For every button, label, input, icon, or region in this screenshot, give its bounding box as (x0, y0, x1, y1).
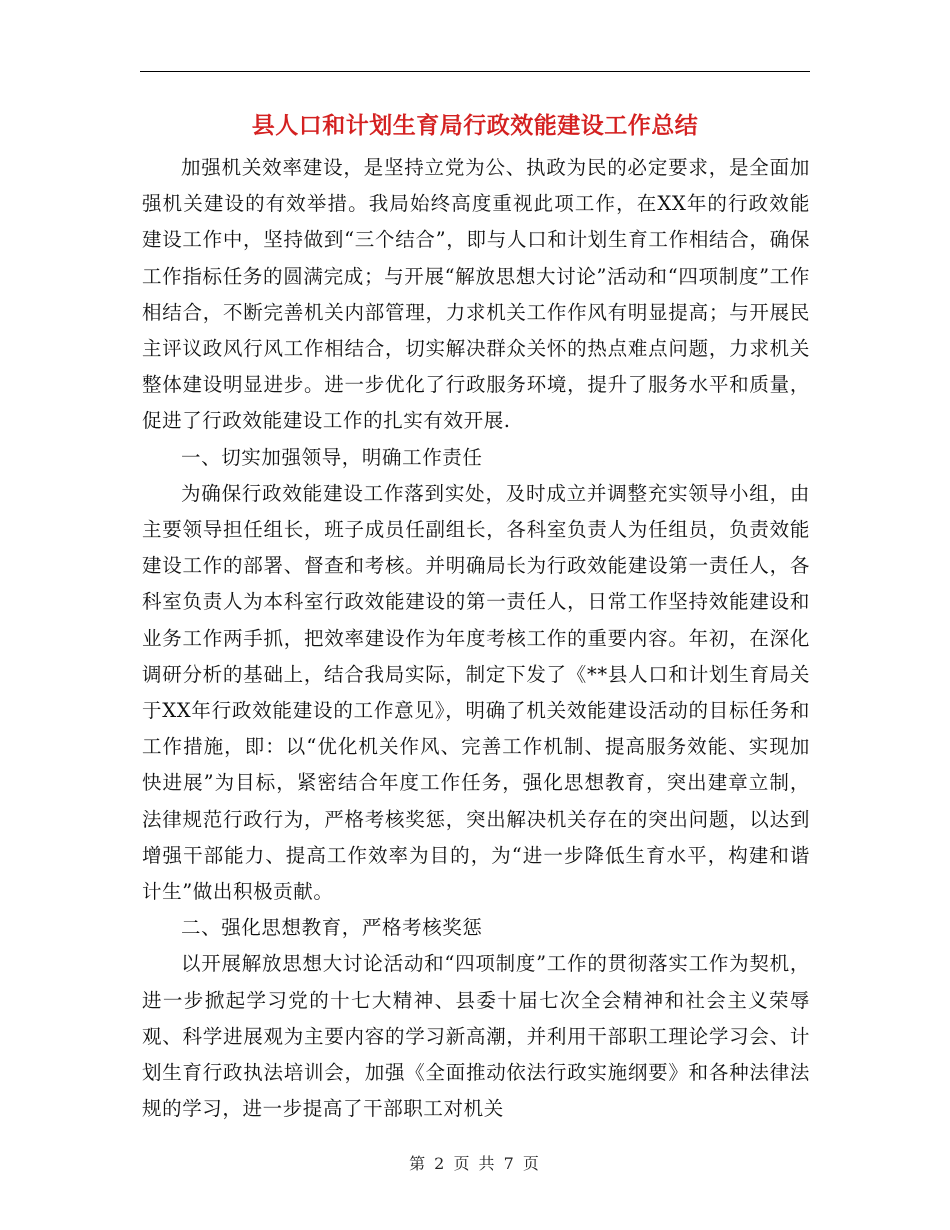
section-heading-1: 一、切实加强领导，明确工作责任 (181, 445, 483, 469)
header-rule (140, 71, 810, 72)
document-title: 县人口和计划生育局行政效能建设工作总结 (251, 113, 699, 139)
paragraph-intro: 加强机关效率建设，是坚持立党为公、执政为民的必定要求，是全面加强机关建设的有效举措。我局始终高度重视此项工作，在XX年的行政效能建设工作中，坚持做到“三个结合”，即与人口和计划生育工作相结合，确保工作指标任务的圆满完成；与开展“解放思想大讨论”活动和“四项制度”工作相结合，不断完善机关内部管理，力求机关工作作风有明显提高；与开展民主评议政风行风工作相结合，切实解决群众关怀的热点难点问题，力求机关整体建设明显进步。进一步优化了行政服务环境，提升了服务水平和质量，促进了行政效能建设工作的扎实有效开展. (142, 156, 810, 433)
document-body (142, 150, 810, 1127)
paragraph-section-2: 以开展解放思想大讨论活动和“四项制度”工作的贯彻落实工作为契机，进一步掀起学习党的十七大精神、县委十届七次全会精神和社会主义荣辱观、科学进展观为主要内容的学习新高潮，并利用干部职工理论学习会、计划生育行政执法培训会，加强《全面推动依法行政实施纲要》和各种法律法规的学习，进一步提高了干部职工对机关 (142, 952, 810, 1121)
paragraph-section-1: 为确保行政效能建设工作落到实处，及时成立并调整充实领导小组，由主要领导担任组长，班子成员任副组长，各科室负责人为任组员，负责效能建设工作的部署、督查和考核。并明确局长为行政效能建设第一责任人，各科室负责人为本科室行政效能建设的第一责任人，日常工作坚持效能建设和业务工作两手抓，把效率建设作为年度考核工作的重要内容。年初，在深化调研分析的基础上，结合我局实际，制定下发了《**县人口和计划生育局关于XX年行政效能建设的工作意见》，明确了机关效能建设活动的目标任务和工作措施，即：以“优化机关作风、完善工作机制、提高服务效能、实现加快进展”为目标，紧密结合年度工作任务，强化思想教育，突出建章立制，法律规范行政行为，严格考核奖惩，突出解决机关存在的突出问题，以达到增强干部能力、提高工作效率为目的，为“进一步降低生育水平，构建和谐计生”做出积极贡献。 (142, 481, 810, 904)
section-heading-2: 二、强化思想教育，严格考核奖惩 (181, 916, 483, 940)
page-number-footer: 第 2 页 共 7 页 (409, 1154, 541, 1173)
